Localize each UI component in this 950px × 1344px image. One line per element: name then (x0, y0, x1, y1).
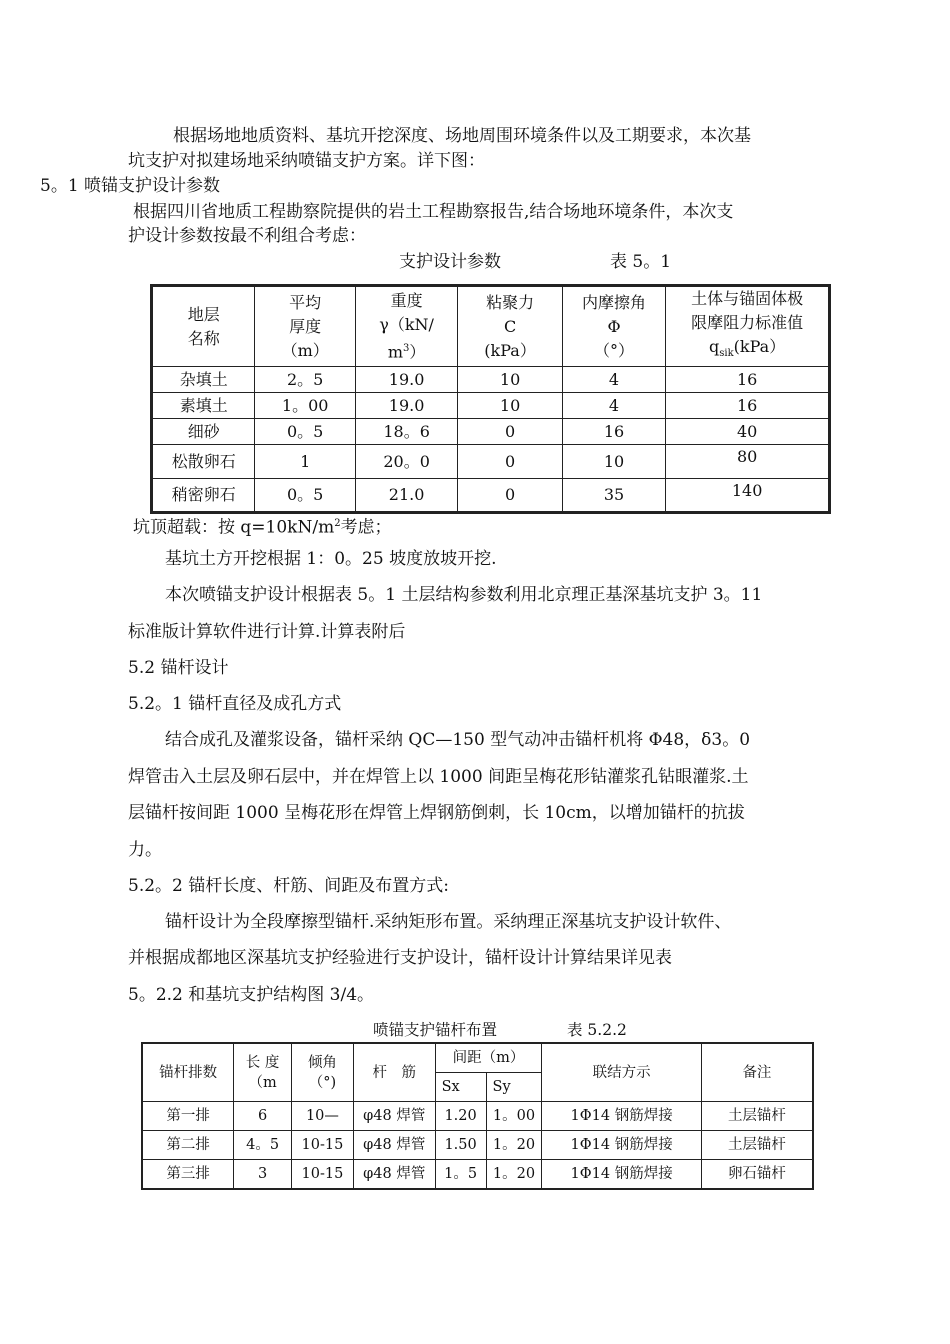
cell: 140 (666, 479, 830, 513)
header-connection: 联结方示 (542, 1043, 701, 1102)
cell: 16 (666, 393, 830, 419)
cell: 1Φ14 钢筋焊接 (542, 1160, 701, 1190)
cell: 4。5 (234, 1131, 292, 1160)
section-5-2-1-line-1: 结合成孔及灌浆设备，锚杆采纳 QC—150 型气动冲击锚杆机将 Φ48，δ3。0 (165, 730, 751, 750)
section-5-2-2-line-3: 5。2.2 和基坑支护结构图 3/4。 (128, 985, 375, 1005)
cell: 10 (458, 367, 562, 393)
top-load-note: 坑顶超载：按 $q=10kN/m^2$考虑； (133, 517, 392, 538)
anchor-layout-table (141, 1042, 814, 1190)
slope-note: 基坑土方开挖根据 1：0。25 坡度放坡开挖. (165, 549, 497, 569)
table-2-header-row-1 (142, 1043, 813, 1073)
cell: 卵石锚杆 (701, 1160, 813, 1190)
cell: 土层锚杆 (701, 1131, 813, 1160)
header-unit-weight: 重度 γ（kN/ $m^3$） (355, 286, 457, 367)
header-sy: Sy (486, 1073, 542, 1102)
table-row (142, 1131, 813, 1160)
section-5-2-1-line-3: 层锚杆按间距 1000 呈梅花形在焊管上焊钢筋倒刺，长 10cm，以增加锚杆的抗拔 (128, 803, 745, 823)
table-1-number: 表 5。1 (610, 252, 672, 272)
header-friction-angle: 内摩擦角 Φ （°） (562, 286, 665, 367)
cell: 40 (666, 419, 830, 445)
section-5-2-2-line-1: 锚杆设计为全段摩擦型锚杆.采纳矩形布置。采纳理正深基坑支护设计软件、 (165, 912, 732, 932)
cell: 土层锚杆 (701, 1102, 813, 1131)
cell: 3 (234, 1160, 292, 1190)
table-row (152, 479, 830, 513)
table-row (152, 445, 830, 479)
cell: 第一排 (142, 1102, 234, 1131)
cell: 10-15 (292, 1160, 354, 1190)
cell: 20。0 (355, 445, 457, 479)
cell: 细砂 (152, 419, 255, 445)
cell: φ48 焊管 (353, 1102, 435, 1131)
table-row (152, 419, 830, 445)
intro-line-1: 根据场地地质资料、基坑开挖深度、场地周围环境条件以及工期要求，本次基 (173, 126, 751, 146)
section-5-2-1-heading: 5.2。1 锚杆直径及成孔方式 (128, 694, 342, 714)
cell: 杂填土 (152, 367, 255, 393)
section-5-1-para-line-1: 根据四川省地质工程勘察院提供的岩土工程勘察报告,结合场地环境条件，本次支 (133, 202, 734, 222)
table-row (142, 1160, 813, 1190)
cell: 松散卵石 (152, 445, 255, 479)
section-5-2-1-line-4: 力。 (128, 840, 162, 860)
cell: φ48 焊管 (353, 1160, 435, 1190)
cell: φ48 焊管 (353, 1131, 435, 1160)
table-row (152, 393, 830, 419)
cell: 80 (666, 445, 830, 479)
cell: 16 (562, 419, 665, 445)
cell: 1。00 (486, 1102, 542, 1131)
cell: 4 (562, 393, 665, 419)
header-spacing: 间距（m） (435, 1043, 542, 1073)
cell: 1。00 (255, 393, 355, 419)
cell: 稍密卵石 (152, 479, 255, 513)
section-5-1-heading: 5。1 喷锚支护设计参数 (40, 176, 221, 196)
cell: 2。5 (255, 367, 355, 393)
cell: 16 (666, 367, 830, 393)
cell: 10— (292, 1102, 354, 1131)
cell: 1 (255, 445, 355, 479)
header-length: 长 度 （m (234, 1043, 292, 1102)
section-5-2-heading: 5.2 锚杆设计 (128, 658, 229, 678)
header-bond-strength: 土体与锚固体极 限摩阻力标准值 $q_{sik}(kPa)$ (666, 286, 830, 367)
header-row-label: 锚杆排数 (142, 1043, 234, 1102)
header-angle: 倾角 （°) (292, 1043, 354, 1102)
cell: 第二排 (142, 1131, 234, 1160)
cell: 0。5 (255, 419, 355, 445)
table-2-number: 表 5.2.2 (567, 1021, 627, 1039)
section-5-1-para-line-2: 护设计参数按最不利组合考虑： (128, 226, 366, 246)
cell: 18。6 (355, 419, 457, 445)
cell: 19.0 (355, 393, 457, 419)
cell: 10 (458, 393, 562, 419)
section-5-2-2-heading: 5.2。2 锚杆长度、杆筋、间距及布置方式: (128, 876, 449, 896)
cell: 6 (234, 1102, 292, 1131)
calc-line-2: 标准版计算软件进行计算.计算表附后 (128, 622, 406, 642)
cell: 1。5 (435, 1160, 486, 1190)
cell: 1.20 (435, 1102, 486, 1131)
table-1-title: 支护设计参数 (399, 252, 501, 272)
cell: 1。20 (486, 1131, 542, 1160)
cell: 1Φ14 钢筋焊接 (542, 1102, 701, 1131)
section-5-2-2-line-2: 并根据成都地区深基坑支护经验进行支护设计，锚杆设计计算结果详见表 (128, 948, 672, 968)
table-2-title: 喷锚支护锚杆布置 (373, 1021, 498, 1039)
table-row (152, 367, 830, 393)
cell: 1Φ14 钢筋焊接 (542, 1131, 701, 1160)
intro-line-2: 坑支护对拟建场地采纳喷锚支护方案。详下图： (128, 151, 485, 171)
section-5-2-1-line-2: 焊管击入土层及卵石层中，并在焊管上以 1000 间距呈梅花形钻灌浆孔钻眼灌浆.土 (128, 767, 749, 787)
cell: 1。20 (486, 1160, 542, 1190)
header-stratum-name: 地层 名称 (152, 286, 255, 367)
cell: 素填土 (152, 393, 255, 419)
cell: 19.0 (355, 367, 457, 393)
cell: 4 (562, 367, 665, 393)
cell: 0 (458, 479, 562, 513)
header-bar: 杆 筋 (353, 1043, 435, 1102)
header-avg-thickness: 平均 厚度 （m） (255, 286, 355, 367)
cell: 1.50 (435, 1131, 486, 1160)
header-cohesion: 粘聚力 C (kPa） (458, 286, 562, 367)
calc-line-1: 本次喷锚支护设计根据表 5。1 土层结构参数利用北京理正基深基坑支护 3。11 (165, 585, 763, 605)
cell: 21.0 (355, 479, 457, 513)
table-1-header-row (152, 286, 830, 367)
cell: 第三排 (142, 1160, 234, 1190)
header-sx: Sx (435, 1073, 486, 1102)
cell: 0 (458, 419, 562, 445)
cell: 10-15 (292, 1131, 354, 1160)
cell: 10 (562, 445, 665, 479)
header-note: 备注 (701, 1043, 813, 1102)
table-row (142, 1102, 813, 1131)
cell: 0。5 (255, 479, 355, 513)
support-parameters-table (150, 284, 831, 514)
cell: 0 (458, 445, 562, 479)
cell: 35 (562, 479, 665, 513)
